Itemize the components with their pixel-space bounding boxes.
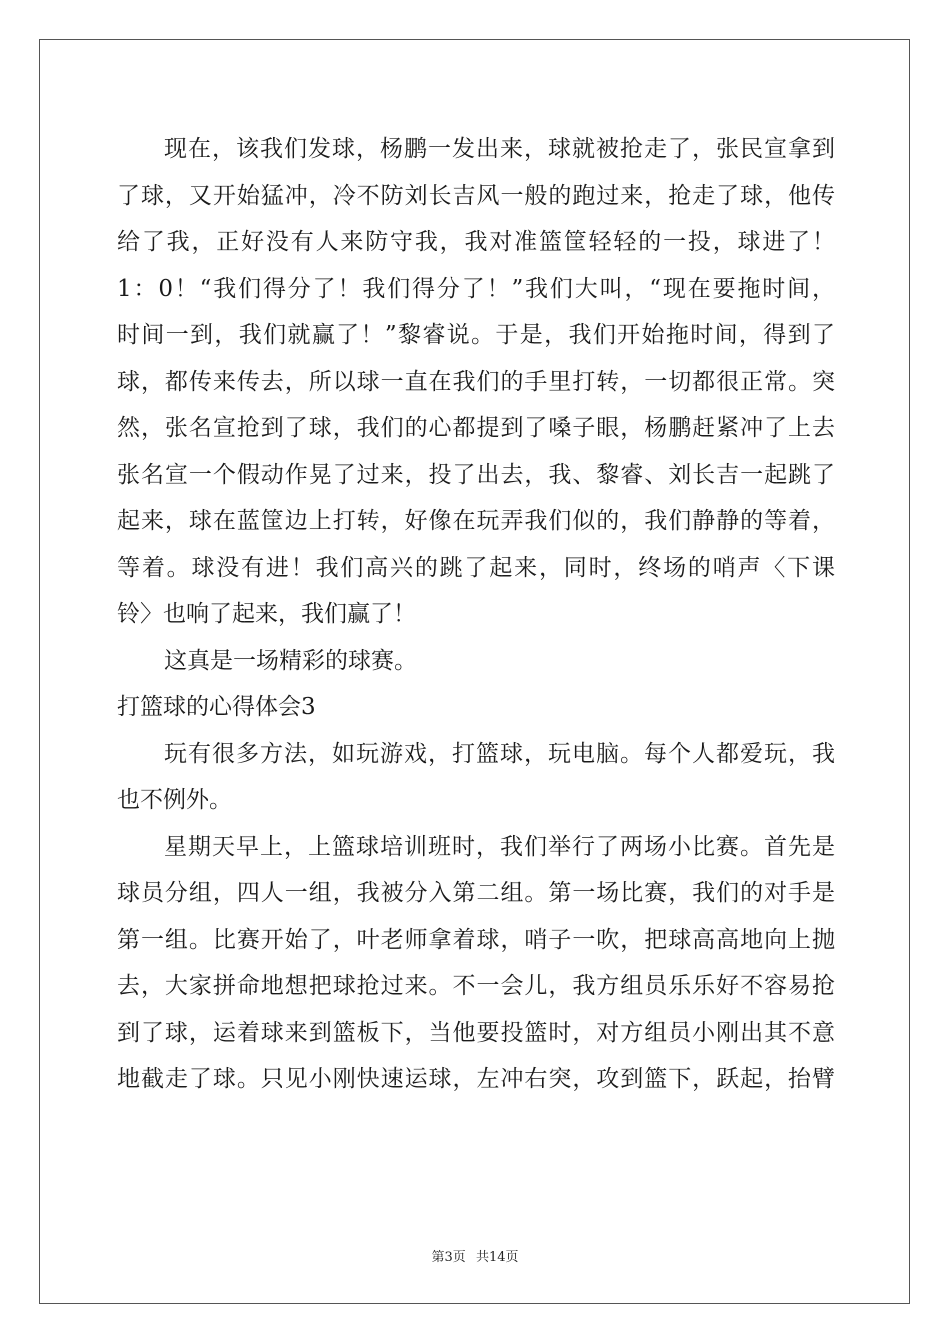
text-line: 地截走了球。只见小刚快速运球，左冲右突，攻到篮下，跃起，抬臂 [117,1066,835,1092]
text-line: 球员分组，四人一组，我被分入第二组。第一场比赛，我们的对手是 [117,880,835,906]
text-line: 到了球，运着球来到篮板下，当他要投篮时，对方组员小刚出其不意 [117,1019,835,1046]
text-line: 给了我，正好没有人来防守我，我对准篮筐轻轻的一投，球进了！ [117,229,835,255]
text-line: 然，张名宣抢到了球，我们的心都提到了嗓子眼，杨鹏赶紧冲了上去 [117,415,835,441]
text-line: 了球，又开始猛冲，冷不防刘长吉风一般的跑过来，抢走了球，他传 [117,182,835,209]
text-line: 这真是一场精彩的球赛。 [164,647,417,674]
document-body [117,126,835,1103]
text-line: 玩有很多方法，如玩游戏，打篮球，玩电脑。每个人都爱玩，我 [164,740,835,767]
text-line: 张名宣一个假动作晃了过来，投了出去，我、黎睿、刘长吉一起跳了 [117,461,835,488]
text-line: 去，大家拼命地想把球抢过来。不一会儿，我方组员乐乐好不容易抢 [117,973,835,999]
text-line: 现在，该我们发球，杨鹏一发出来，球就被抢走了，张民宣拿到 [164,136,835,162]
text-line: 铃〉也响了起来，我们赢了！ [117,601,416,627]
page-total: 共14页 [475,1250,519,1265]
text-line: 1：0！“我们得分了！我们得分了！”我们大叫，“现在要拖时间， [117,275,835,302]
page-number: 第3页 [431,1250,466,1265]
text-line: 球，都传来传去，所以球一直在我们的手里打转，一切都很正常。突 [117,368,835,395]
page-footer [0,1246,950,1265]
text-line: 起来，球在蓝筐边上打转，好像在玩弄我们似的，我们静静的等着， [117,508,835,534]
text-line: 第一组。比赛开始了，叶老师拿着球，哨子一吹，把球高高地向上抛 [117,926,835,953]
text-line: 星期天早上，上篮球培训班时，我们举行了两场小比赛。首先是 [164,833,835,860]
text-line: 等着。球没有进！我们高兴的跳了起来，同时，终场的哨声〈下课 [117,554,835,581]
text-line: 打篮球的心得体会3 [117,694,316,720]
text-line: 时间一到，我们就赢了！”黎睿说。于是，我们开始拖时间，得到了 [117,322,835,348]
text-line: 也不例外。 [117,787,232,813]
